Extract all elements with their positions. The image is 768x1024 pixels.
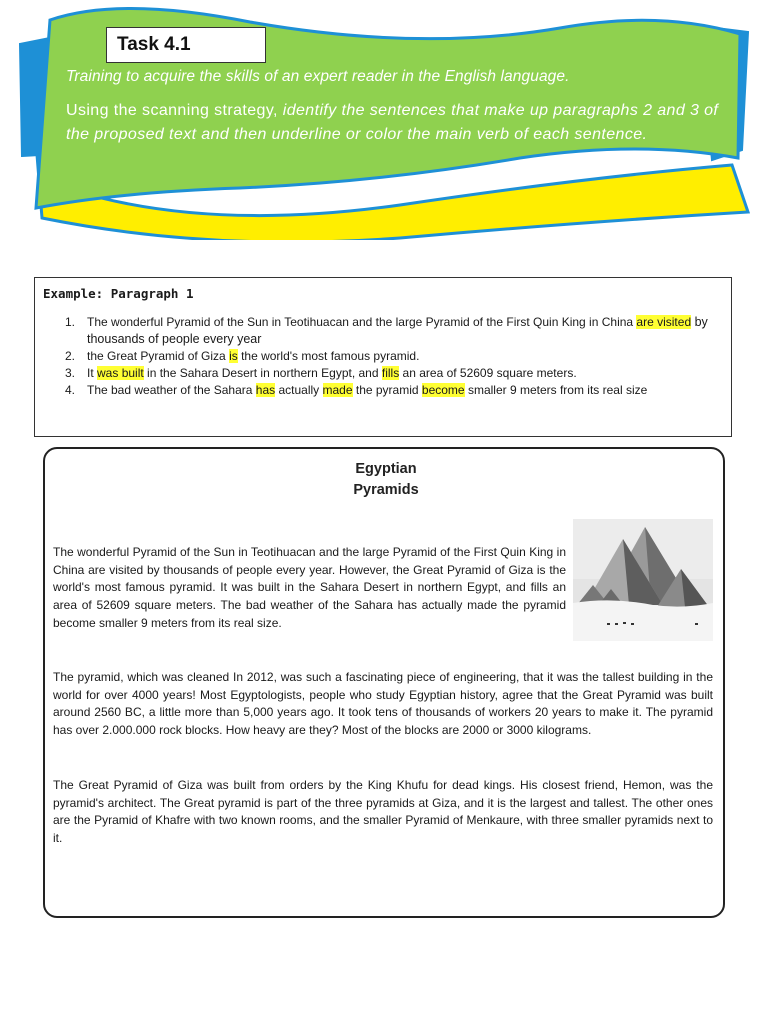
example-item (61, 365, 721, 382)
example-item-number: 1. (65, 315, 76, 329)
example-text: actually (275, 383, 323, 397)
task-label: Task 4.1 (106, 27, 266, 63)
pyramids-photo (573, 519, 713, 641)
example-text: the Great Pyramid of Giza (87, 349, 230, 363)
article-paragraph-2: The pyramid, which was cleaned In 2012, was such a fascinating piece of engineering, that it was the tallest building in the world for over 4000 years! Most Egyptologists, people who study Egyptian history, agree that the Great Pyramid was built around 2560 BC, a little more than 5,000 years ago. It took tens of thousands of workers 20 years to make it. The pyramid has over 2.000.000 rock blocks. How heavy are they? Most of the blocks are 2000 or 3000 kilograms. (53, 670, 713, 738)
highlighted-verb: are visited (636, 315, 692, 329)
example-list (61, 314, 721, 399)
example-text: The bad weather of the Sahara (87, 383, 256, 397)
highlighted-verb: has (255, 383, 276, 397)
example-box (34, 277, 732, 437)
example-title: Example: Paragraph 1 (43, 286, 194, 301)
article-title (45, 459, 727, 501)
example-item (61, 382, 721, 399)
instructions-italic: identify the sentences that make up paragraphs 2 and 3 of the proposed text and then underline or color the main verb of each sentence. (66, 102, 719, 143)
example-item-number: 3. (65, 366, 76, 380)
example-text: an area of 52609 square meters. (399, 366, 577, 380)
article-box (43, 447, 725, 918)
instructions-plain: Using the scanning strategy, (66, 102, 278, 119)
example-item (61, 314, 721, 348)
highlighted-verb: is (229, 349, 238, 363)
example-item-number: 4. (65, 383, 76, 397)
banner-instructions (66, 99, 736, 147)
article-paragraph-3: The Great Pyramid of Giza was built from orders by the King Khufu for dead kings. His closest friend, Hemon, was the pyramid's architect. The Great pyramid is part of the three pyramids at Giza, and it is the largest and tallest. The other ones are the Pyramid of Khafre with two known rooms, and the smaller Pyramid of Menkaure, with three smaller pyramids next to it. (53, 778, 713, 846)
example-text: by thousands of people every year (87, 315, 708, 346)
highlighted-verb: fills (381, 366, 400, 380)
banner-subtitle: Training to acquire the skills of an expert reader in the English language. (66, 68, 570, 85)
example-item-number: 2. (65, 349, 76, 363)
article-title-line1: Egyptian (355, 461, 417, 477)
article-paragraph-1: The wonderful Pyramid of the Sun in Teotihuacan and the large Pyramid of the First Quin King in China are visited by thousands of people every year. However, the Great Pyramid of Giza is the world's most famous pyramid. It was built in the Sahara Desert in northern Egypt, and fills an area of 52609 square meters. The bad weather of the Sahara has actually made the pyramid become smaller 9 meters from its real size. (53, 545, 566, 630)
example-text: It (87, 366, 98, 380)
example-text: the world's most famous pyramid. (237, 349, 420, 363)
example-text: The wonderful Pyramid of the Sun in Teotihuacan and the large Pyramid of the First Quin King in China (87, 315, 637, 329)
highlighted-verb: was built (97, 366, 144, 380)
article-title-line2: Pyramids (353, 482, 419, 498)
example-item (61, 348, 721, 365)
example-text: in the Sahara Desert in northern Egypt, and (143, 366, 382, 380)
highlighted-verb: become (421, 383, 465, 397)
example-text: smaller 9 meters from its real size (464, 383, 648, 397)
example-text: the pyramid (352, 383, 422, 397)
highlighted-verb: made (322, 383, 353, 397)
